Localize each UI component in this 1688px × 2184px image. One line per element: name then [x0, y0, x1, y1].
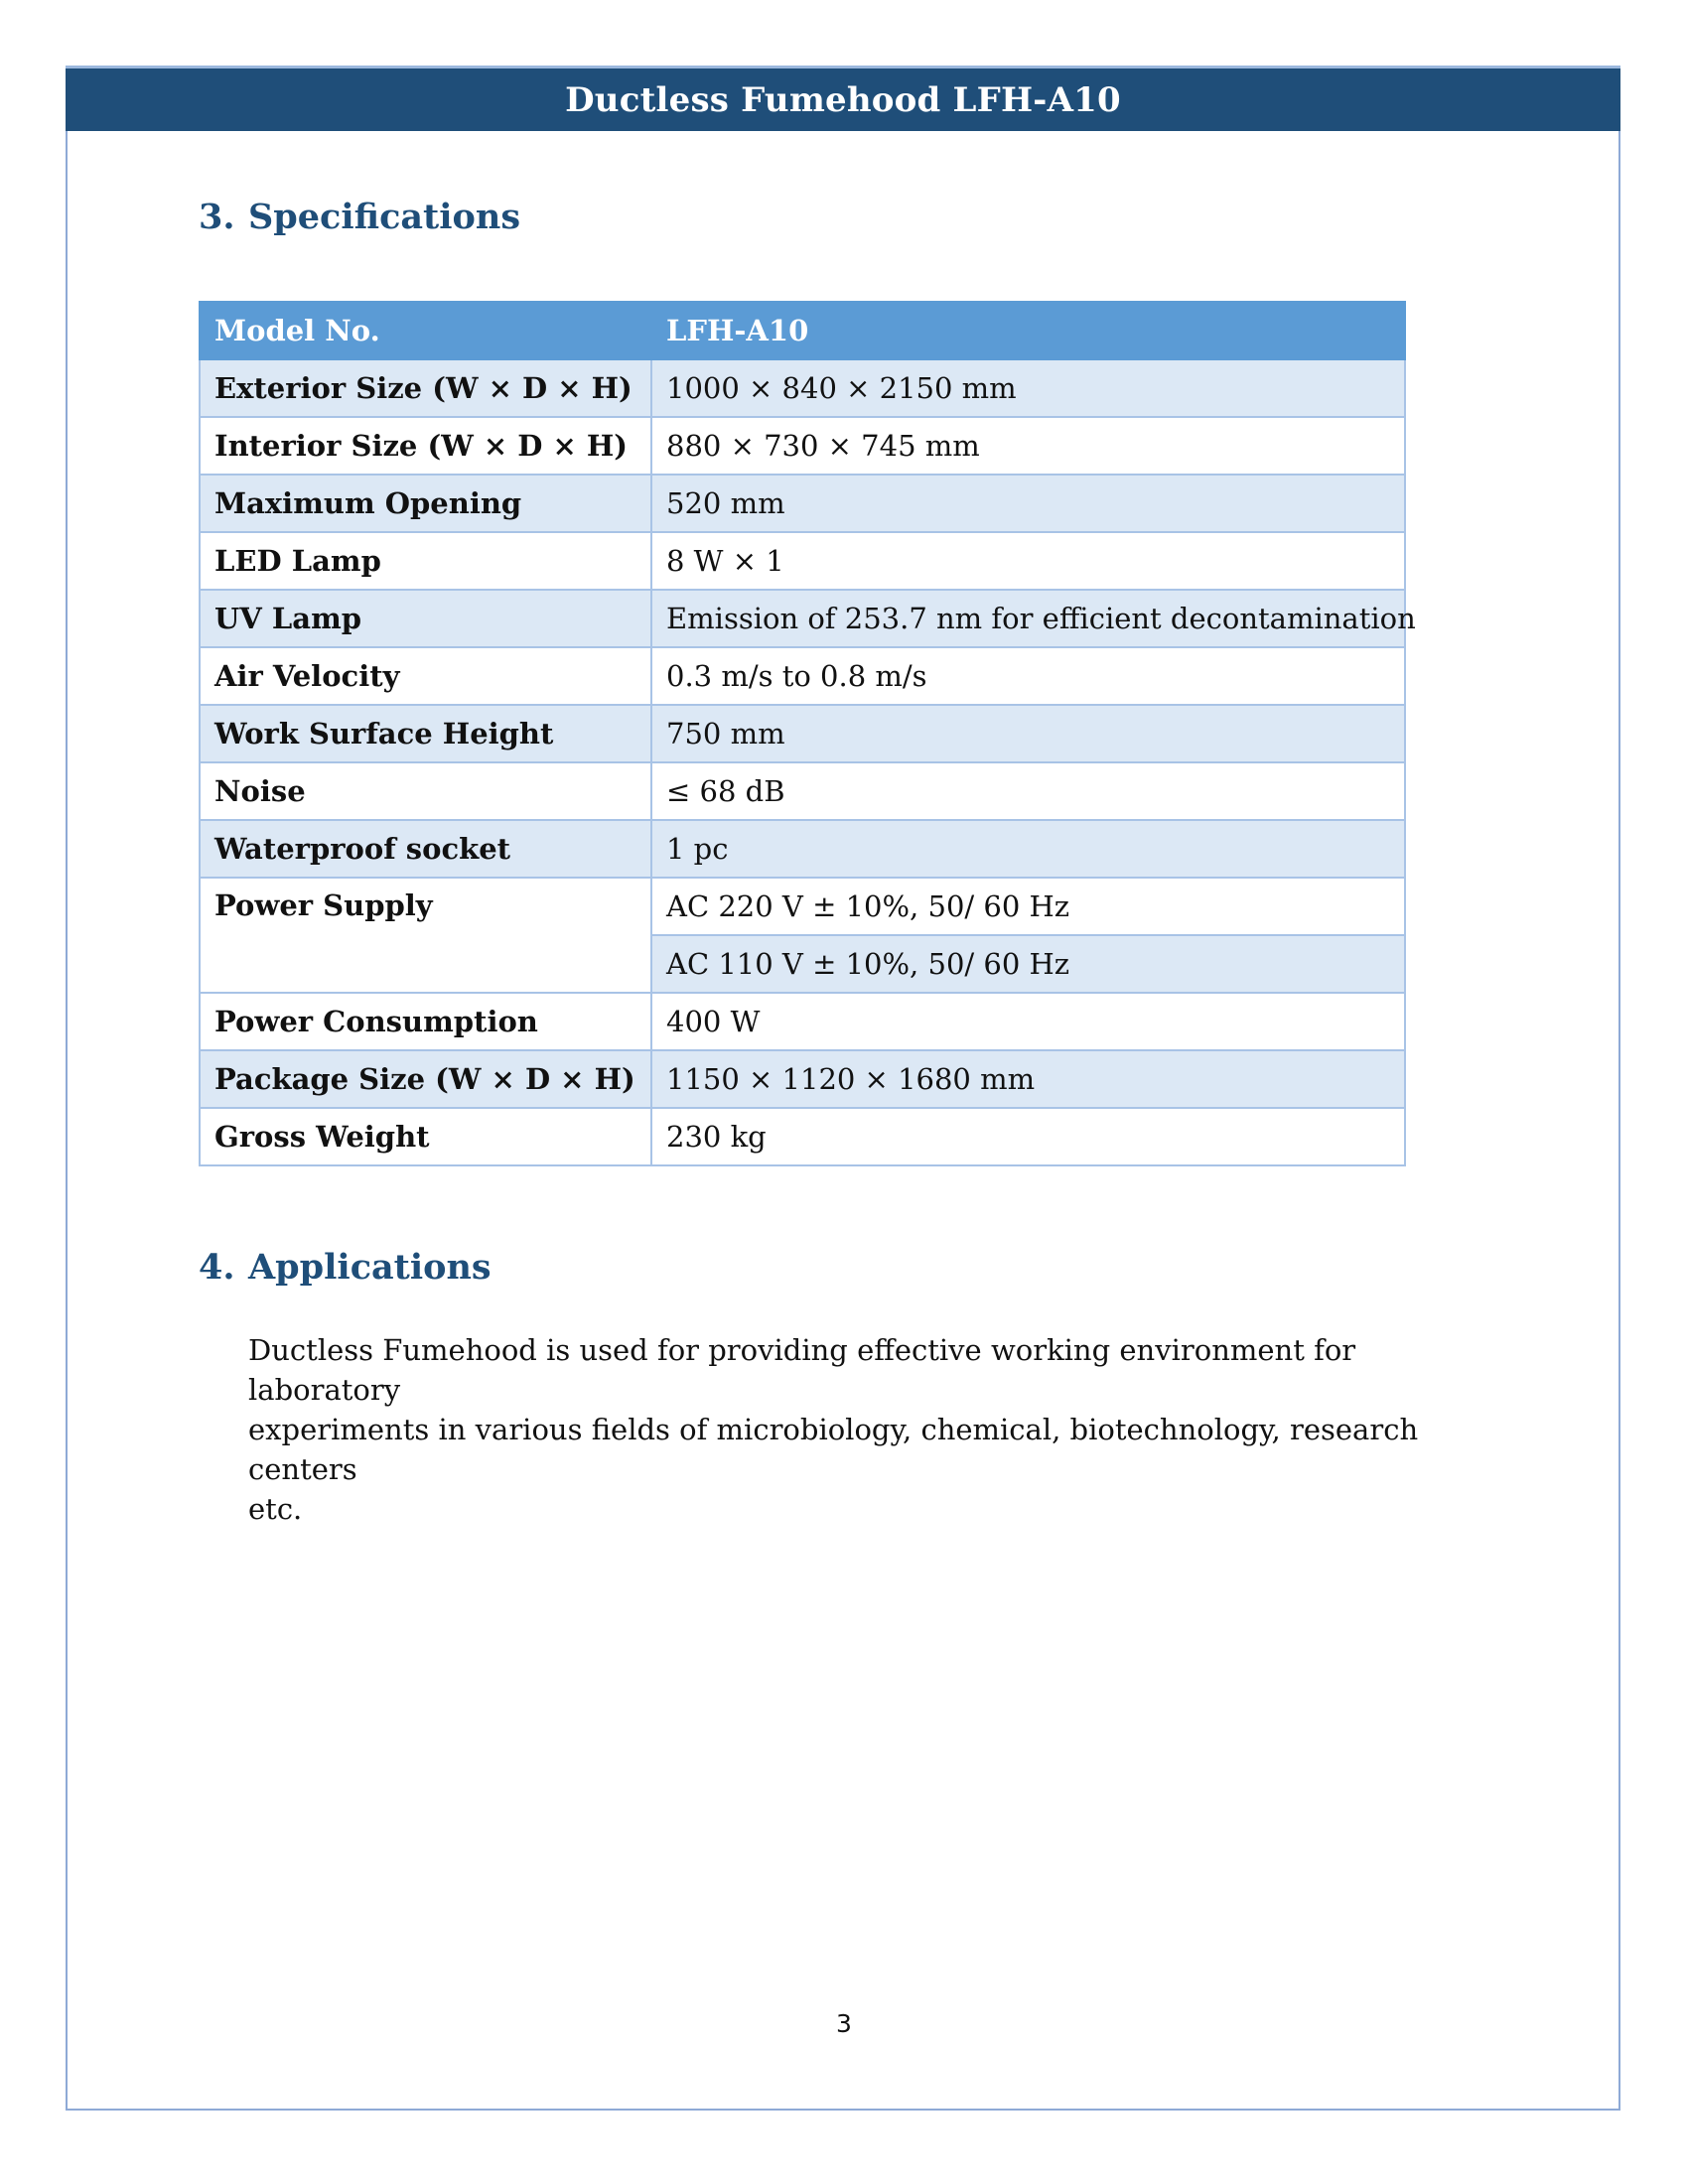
spec-label: Package Size (W × D × H): [200, 1050, 651, 1108]
table-header-row: [200, 302, 1405, 359]
table-row: [200, 532, 1405, 590]
spec-value: ≤ 68 dB: [651, 762, 1405, 820]
spec-label: UV Lamp: [200, 590, 651, 647]
table-row: [200, 1108, 1405, 1165]
section-number: 3.: [199, 197, 235, 237]
header-banner: [66, 66, 1620, 131]
table-row: [200, 417, 1405, 475]
header-cell-label: Model No.: [200, 302, 651, 359]
table-row: [200, 1050, 1405, 1108]
spec-value: 8 W × 1: [651, 532, 1405, 590]
spec-label: Work Surface Height: [200, 705, 651, 762]
paragraph-line: Ductless Fumehood is used for providing effective working environment for laboratory: [248, 1333, 1356, 1407]
spec-label: Gross Weight: [200, 1108, 651, 1165]
spec-label: Power Consumption: [200, 993, 651, 1050]
specifications-heading: [199, 197, 520, 237]
spec-value: AC 220 V ± 10%, 50/ 60 Hz: [651, 878, 1405, 935]
spec-label: Maximum Opening: [200, 475, 651, 532]
table-row: [200, 590, 1405, 647]
spec-value: Emission of 253.7 nm for efficient decontamination: [651, 590, 1405, 647]
applications-paragraph: [248, 1330, 1504, 1529]
spec-value: 880 × 730 × 745 mm: [651, 417, 1405, 475]
applications-heading: [199, 1247, 492, 1288]
spec-label: Waterproof socket: [200, 820, 651, 878]
spec-label: Air Velocity: [200, 647, 651, 705]
header-cell-value: LFH-A10: [651, 302, 1405, 359]
section-title: Applications: [248, 1247, 492, 1288]
spec-value: 400 W: [651, 993, 1405, 1050]
table-row: [200, 475, 1405, 532]
table-row: [200, 359, 1405, 417]
paragraph-line: etc.: [248, 1492, 303, 1526]
spec-value: AC 110 V ± 10%, 50/ 60 Hz: [651, 935, 1405, 993]
spec-label: Exterior Size (W × D × H): [200, 359, 651, 417]
table-row: [200, 705, 1405, 762]
section-title: Specifications: [248, 197, 521, 237]
page-number: 3: [836, 2009, 852, 2038]
table-row: [200, 993, 1405, 1050]
spec-value: 750 mm: [651, 705, 1405, 762]
spec-label: Power Supply: [200, 878, 651, 993]
table-row: [200, 762, 1405, 820]
section-number: 4.: [199, 1247, 235, 1288]
spec-label: Interior Size (W × D × H): [200, 417, 651, 475]
spec-value: 1150 × 1120 × 1680 mm: [651, 1050, 1405, 1108]
paragraph-line: experiments in various fields of microbiology, chemical, biotechnology, research centers: [248, 1413, 1419, 1486]
table-row: [200, 820, 1405, 878]
document-title: Ductless Fumehood LFH-A10: [565, 79, 1121, 120]
spec-value: 520 mm: [651, 475, 1405, 532]
spec-value: 1 pc: [651, 820, 1405, 878]
spec-value: 230 kg: [651, 1108, 1405, 1165]
table-row: [200, 647, 1405, 705]
specifications-table: [199, 301, 1416, 1166]
spec-label: Noise: [200, 762, 651, 820]
spec-label: LED Lamp: [200, 532, 651, 590]
spec-value: 1000 × 840 × 2150 mm: [651, 359, 1405, 417]
spec-value: 0.3 m/s to 0.8 m/s: [651, 647, 1405, 705]
table-row: [200, 878, 1405, 935]
